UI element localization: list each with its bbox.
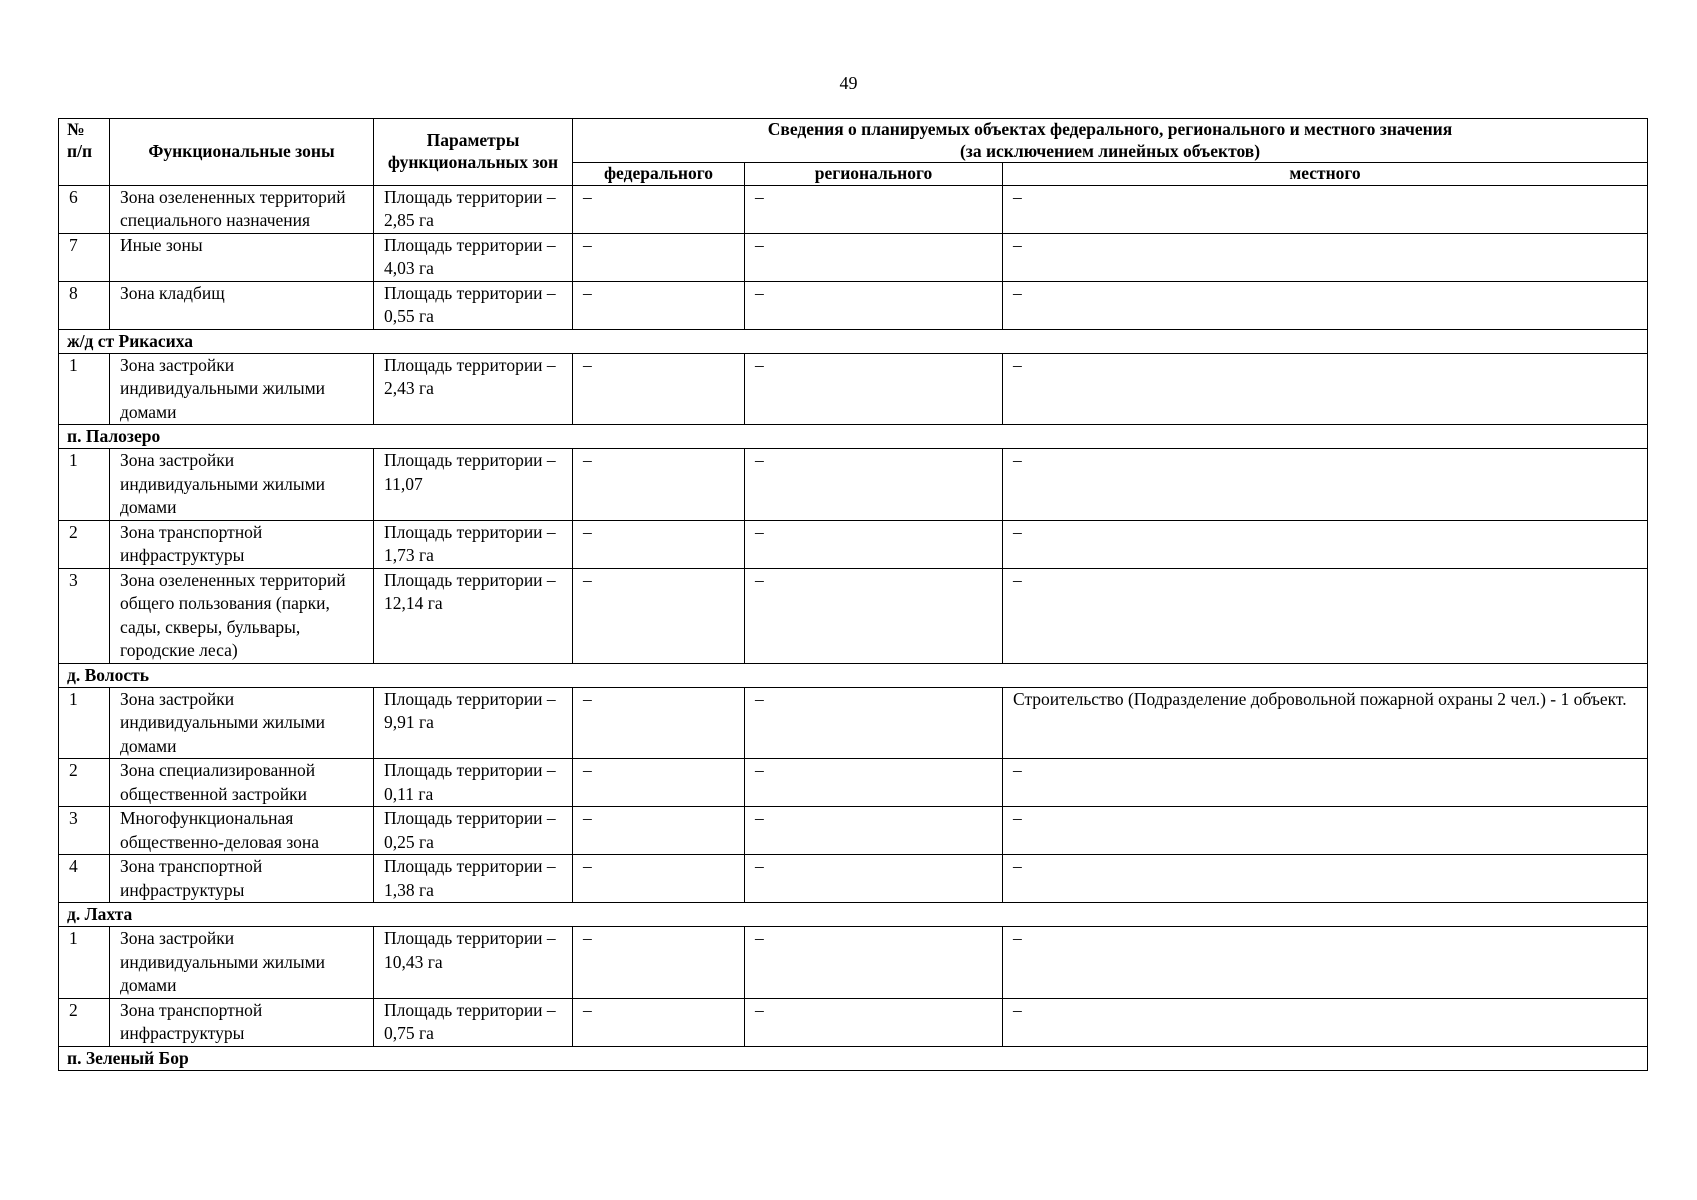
cell-federal: – (573, 233, 745, 281)
cell-zone: Иные зоны (110, 233, 374, 281)
cell-local: – (1003, 807, 1648, 855)
cell-federal: – (573, 687, 745, 759)
cell-local: Строительство (Подразделение добровольной пожарной охраны 2 чел.) - 1 объект. (1003, 687, 1648, 759)
cell-num: 1 (59, 449, 110, 521)
header-params: Параметры функциональных зон (374, 119, 573, 186)
cell-zone: Зона транспортной инфраструктуры (110, 998, 374, 1046)
cell-param: Площадь территории – 12,14 га (374, 568, 573, 663)
table-row (59, 185, 1648, 233)
cell-param: Площадь территории – 1,38 га (374, 855, 573, 903)
cell-local: – (1003, 568, 1648, 663)
header-zones: Функциональные зоны (110, 119, 374, 186)
cell-local: – (1003, 353, 1648, 425)
section-title: п. Палозеро (59, 425, 1648, 449)
section-title: д. Волость (59, 663, 1648, 687)
cell-zone: Зона кладбищ (110, 281, 374, 329)
cell-regional: – (745, 759, 1003, 807)
cell-regional: – (745, 185, 1003, 233)
section-title: ж/д ст Рикасиха (59, 329, 1648, 353)
cell-num: 6 (59, 185, 110, 233)
section-row (59, 329, 1648, 353)
cell-zone: Зона застройки индивидуальными жилыми домами (110, 353, 374, 425)
section-row (59, 1046, 1648, 1070)
table-row (59, 449, 1648, 521)
cell-federal: – (573, 759, 745, 807)
cell-regional: – (745, 927, 1003, 999)
cell-regional: – (745, 233, 1003, 281)
cell-param: Площадь территории – 0,11 га (374, 759, 573, 807)
cell-num: 3 (59, 807, 110, 855)
cell-zone: Зона озелененных территорий общего пользования (парки, сады, скверы, бульвары, городские леса) (110, 568, 374, 663)
cell-zone: Зона транспортной инфраструктуры (110, 855, 374, 903)
cell-num: 2 (59, 520, 110, 568)
section-title: п. Зеленый Бор (59, 1046, 1648, 1070)
section-row (59, 903, 1648, 927)
cell-federal: – (573, 807, 745, 855)
cell-federal: – (573, 281, 745, 329)
cell-local: – (1003, 927, 1648, 999)
cell-param: Площадь территории – 9,91 га (374, 687, 573, 759)
cell-param: Площадь территории –0,25 га (374, 807, 573, 855)
table-row (59, 687, 1648, 759)
header-federal: федерального (573, 163, 745, 186)
table-row (59, 855, 1648, 903)
table-row (59, 353, 1648, 425)
cell-federal: – (573, 449, 745, 521)
cell-local: – (1003, 449, 1648, 521)
cell-param: Площадь территории – 4,03 га (374, 233, 573, 281)
cell-num: 4 (59, 855, 110, 903)
planned-objects-table (58, 118, 1648, 1071)
cell-num: 2 (59, 998, 110, 1046)
cell-num: 3 (59, 568, 110, 663)
header-regional: регионального (745, 163, 1003, 186)
cell-num: 1 (59, 353, 110, 425)
cell-zone: Зона озелененных территорий специального назначения (110, 185, 374, 233)
cell-regional: – (745, 449, 1003, 521)
cell-param: Площадь территории – 0,75 га (374, 998, 573, 1046)
cell-param: Площадь территории – 2,43 га (374, 353, 573, 425)
cell-regional: – (745, 855, 1003, 903)
cell-num: 2 (59, 759, 110, 807)
cell-local: – (1003, 855, 1648, 903)
cell-local: – (1003, 281, 1648, 329)
table-row (59, 520, 1648, 568)
table-row (59, 233, 1648, 281)
cell-local: – (1003, 185, 1648, 233)
cell-zone: Зона застройки индивидуальными жилыми домами (110, 927, 374, 999)
cell-federal: – (573, 568, 745, 663)
table-row (59, 281, 1648, 329)
cell-regional: – (745, 568, 1003, 663)
cell-federal: – (573, 927, 745, 999)
header-num: № п/п (59, 119, 110, 186)
section-row (59, 425, 1648, 449)
cell-num: 1 (59, 927, 110, 999)
cell-param: Площадь территории – 11,07 (374, 449, 573, 521)
cell-zone: Многофункциональная общественно-деловая зона (110, 807, 374, 855)
cell-regional: – (745, 520, 1003, 568)
cell-local: – (1003, 759, 1648, 807)
section-row (59, 663, 1648, 687)
table-row (59, 807, 1648, 855)
cell-local: – (1003, 520, 1648, 568)
header-info: Сведения о планируемых объектах федерального, регионального и местного значения (за исключением линейных объектов) (573, 119, 1648, 163)
cell-regional: – (745, 687, 1003, 759)
header-local: местного (1003, 163, 1648, 186)
cell-federal: – (573, 520, 745, 568)
table-row (59, 759, 1648, 807)
cell-param: Площадь территории – 2,85 га (374, 185, 573, 233)
cell-federal: – (573, 855, 745, 903)
page-number: 49 (839, 73, 858, 93)
table-row (59, 568, 1648, 663)
cell-zone: Зона специализированной общественной застройки (110, 759, 374, 807)
table-row (59, 998, 1648, 1046)
cell-zone: Зона застройки индивидуальными жилыми домами (110, 687, 374, 759)
cell-num: 8 (59, 281, 110, 329)
cell-local: – (1003, 998, 1648, 1046)
cell-regional: – (745, 998, 1003, 1046)
cell-param: Площадь территории – 0,55 га (374, 281, 573, 329)
cell-param: Площадь территории – 10,43 га (374, 927, 573, 999)
cell-local: – (1003, 233, 1648, 281)
table-row (59, 927, 1648, 999)
cell-num: 7 (59, 233, 110, 281)
cell-regional: – (745, 353, 1003, 425)
cell-param: Площадь территории – 1,73 га (374, 520, 573, 568)
section-title: д. Лахта (59, 903, 1648, 927)
cell-federal: – (573, 998, 745, 1046)
cell-regional: – (745, 281, 1003, 329)
table-body (59, 185, 1648, 1070)
cell-zone: Зона транспортной инфраструктуры (110, 520, 374, 568)
cell-federal: – (573, 353, 745, 425)
cell-num: 1 (59, 687, 110, 759)
cell-zone: Зона застройки индивидуальными жилыми домами (110, 449, 374, 521)
cell-regional: – (745, 807, 1003, 855)
cell-federal: – (573, 185, 745, 233)
